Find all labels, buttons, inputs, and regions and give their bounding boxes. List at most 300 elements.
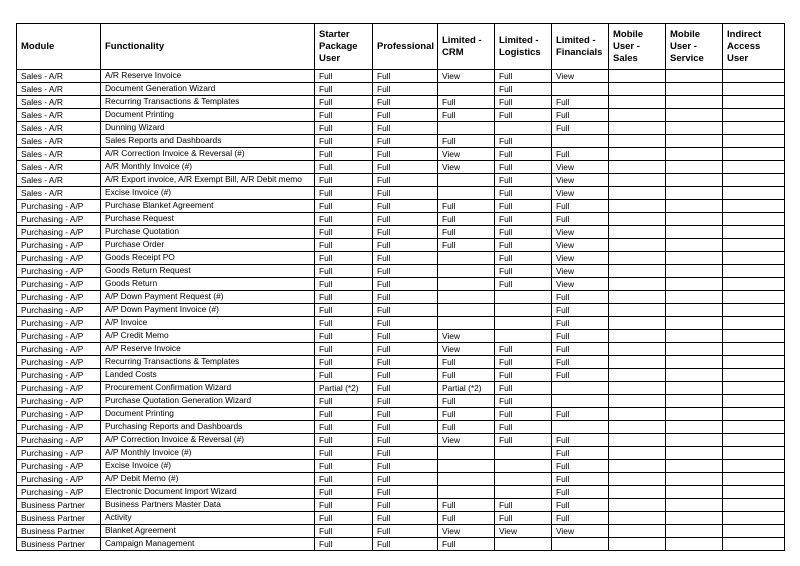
cell-mobile-sales: [609, 109, 666, 122]
cell-financials: View: [552, 187, 609, 200]
cell-professional: Full: [373, 525, 438, 538]
cell-professional: Full: [373, 109, 438, 122]
table-row: [17, 96, 785, 109]
cell-professional: Full: [373, 174, 438, 187]
cell-professional: Full: [373, 226, 438, 239]
cell-professional: Full: [373, 343, 438, 356]
cell-financials: [552, 382, 609, 395]
cell-indirect: [723, 122, 785, 135]
cell-functionality: Blanket Agreement: [101, 525, 315, 538]
cell-module: Sales - A/R: [17, 83, 101, 96]
cell-crm: Full: [438, 499, 495, 512]
cell-mobile-service: [666, 148, 723, 161]
cell-professional: Full: [373, 460, 438, 473]
cell-crm: [438, 460, 495, 473]
cell-module: Purchasing - A/P: [17, 226, 101, 239]
cell-professional: Full: [373, 356, 438, 369]
cell-mobile-sales: [609, 460, 666, 473]
cell-mobile-sales: [609, 317, 666, 330]
cell-crm: View: [438, 330, 495, 343]
cell-mobile-service: [666, 330, 723, 343]
cell-mobile-sales: [609, 148, 666, 161]
cell-indirect: [723, 369, 785, 382]
cell-functionality: Document Generation Wizard: [101, 83, 315, 96]
cell-starter: Full: [315, 135, 373, 148]
cell-module: Sales - A/R: [17, 70, 101, 83]
cell-mobile-service: [666, 239, 723, 252]
cell-functionality: A/P Monthly Invoice (#): [101, 447, 315, 460]
cell-mobile-service: [666, 408, 723, 421]
cell-starter: Full: [315, 226, 373, 239]
cell-mobile-sales: [609, 330, 666, 343]
cell-logistics: Full: [495, 252, 552, 265]
table-row: [17, 395, 785, 408]
cell-crm: Full: [438, 135, 495, 148]
cell-logistics: Full: [495, 200, 552, 213]
cell-mobile-service: [666, 447, 723, 460]
cell-starter: Full: [315, 447, 373, 460]
cell-financials: Full: [552, 499, 609, 512]
cell-module: Purchasing - A/P: [17, 447, 101, 460]
cell-indirect: [723, 83, 785, 96]
cell-functionality: Purchase Quotation Generation Wizard: [101, 395, 315, 408]
cell-module: Purchasing - A/P: [17, 330, 101, 343]
header-functionality: Functionality: [101, 24, 315, 70]
cell-starter: Full: [315, 122, 373, 135]
table-row: [17, 213, 785, 226]
cell-functionality: Recurring Transactions & Templates: [101, 96, 315, 109]
header-starter: Starter Package User: [315, 24, 373, 70]
cell-financials: Full: [552, 96, 609, 109]
cell-module: Sales - A/R: [17, 96, 101, 109]
cell-starter: Full: [315, 213, 373, 226]
cell-financials: Full: [552, 291, 609, 304]
cell-functionality: Excise Invoice (#): [101, 187, 315, 200]
cell-professional: Full: [373, 265, 438, 278]
cell-functionality: Goods Return: [101, 278, 315, 291]
cell-professional: Full: [373, 278, 438, 291]
cell-mobile-service: [666, 499, 723, 512]
cell-functionality: A/R Export invoice, A/R Exempt Bill, A/R Debit memo: [101, 174, 315, 187]
header-indirect-access: Indirect Access User: [723, 24, 785, 70]
cell-crm: Full: [438, 395, 495, 408]
cell-crm: [438, 252, 495, 265]
table-row: [17, 161, 785, 174]
cell-starter: Full: [315, 109, 373, 122]
cell-functionality: Goods Receipt PO: [101, 252, 315, 265]
table-row: [17, 512, 785, 525]
cell-starter: Full: [315, 148, 373, 161]
cell-logistics: Full: [495, 265, 552, 278]
cell-indirect: [723, 252, 785, 265]
cell-functionality: A/P Invoice: [101, 317, 315, 330]
cell-logistics: Full: [495, 239, 552, 252]
table-row: [17, 291, 785, 304]
cell-indirect: [723, 382, 785, 395]
cell-starter: Full: [315, 525, 373, 538]
cell-logistics: [495, 447, 552, 460]
cell-mobile-service: [666, 174, 723, 187]
cell-starter: Full: [315, 304, 373, 317]
cell-starter: Full: [315, 330, 373, 343]
cell-crm: Full: [438, 109, 495, 122]
cell-logistics: Full: [495, 226, 552, 239]
cell-functionality: Document Printing: [101, 109, 315, 122]
table-row: [17, 83, 785, 96]
cell-functionality: A/P Down Payment Invoice (#): [101, 304, 315, 317]
cell-functionality: Business Partners Master Data: [101, 499, 315, 512]
cell-mobile-sales: [609, 213, 666, 226]
table-row: [17, 434, 785, 447]
cell-starter: Full: [315, 343, 373, 356]
cell-mobile-sales: [609, 174, 666, 187]
cell-crm: Full: [438, 239, 495, 252]
cell-logistics: [495, 304, 552, 317]
cell-logistics: [495, 317, 552, 330]
cell-crm: Full: [438, 369, 495, 382]
cell-mobile-service: [666, 486, 723, 499]
cell-crm: [438, 187, 495, 200]
cell-mobile-service: [666, 187, 723, 200]
cell-starter: Partial (*2): [315, 382, 373, 395]
table-row: [17, 408, 785, 421]
table-row: [17, 278, 785, 291]
cell-module: Business Partner: [17, 512, 101, 525]
cell-logistics: Full: [495, 512, 552, 525]
table-row: [17, 252, 785, 265]
cell-indirect: [723, 304, 785, 317]
header-limited-financials: Limited - Financials: [552, 24, 609, 70]
cell-indirect: [723, 148, 785, 161]
cell-financials: Full: [552, 317, 609, 330]
cell-module: Purchasing - A/P: [17, 317, 101, 330]
cell-mobile-sales: [609, 239, 666, 252]
cell-indirect: [723, 408, 785, 421]
cell-mobile-service: [666, 70, 723, 83]
cell-professional: Full: [373, 187, 438, 200]
cell-logistics: Full: [495, 83, 552, 96]
cell-professional: Full: [373, 200, 438, 213]
cell-indirect: [723, 512, 785, 525]
cell-module: Purchasing - A/P: [17, 265, 101, 278]
cell-module: Sales - A/R: [17, 122, 101, 135]
cell-mobile-service: [666, 109, 723, 122]
cell-logistics: [495, 538, 552, 551]
cell-mobile-service: [666, 278, 723, 291]
cell-mobile-sales: [609, 499, 666, 512]
cell-indirect: [723, 70, 785, 83]
cell-professional: Full: [373, 512, 438, 525]
cell-financials: View: [552, 252, 609, 265]
cell-indirect: [723, 473, 785, 486]
cell-logistics: Full: [495, 434, 552, 447]
cell-module: Business Partner: [17, 525, 101, 538]
cell-financials: Full: [552, 473, 609, 486]
cell-module: Purchasing - A/P: [17, 434, 101, 447]
cell-professional: Full: [373, 161, 438, 174]
cell-module: Purchasing - A/P: [17, 395, 101, 408]
cell-indirect: [723, 187, 785, 200]
cell-professional: Full: [373, 486, 438, 499]
cell-functionality: Procurement Confirmation Wizard: [101, 382, 315, 395]
cell-financials: Full: [552, 148, 609, 161]
cell-mobile-service: [666, 512, 723, 525]
table-row: [17, 421, 785, 434]
cell-indirect: [723, 460, 785, 473]
cell-professional: Full: [373, 148, 438, 161]
cell-professional: Full: [373, 499, 438, 512]
cell-crm: [438, 304, 495, 317]
cell-indirect: [723, 395, 785, 408]
cell-logistics: Full: [495, 96, 552, 109]
cell-mobile-sales: [609, 226, 666, 239]
cell-mobile-sales: [609, 96, 666, 109]
cell-financials: Full: [552, 408, 609, 421]
header-mobile-sales: Mobile User - Sales: [609, 24, 666, 70]
cell-financials: View: [552, 226, 609, 239]
cell-professional: Full: [373, 434, 438, 447]
cell-functionality: Dunning Wizard: [101, 122, 315, 135]
cell-starter: Full: [315, 83, 373, 96]
cell-financials: Full: [552, 512, 609, 525]
cell-starter: Full: [315, 265, 373, 278]
cell-mobile-sales: [609, 421, 666, 434]
table-row: [17, 70, 785, 83]
cell-professional: Full: [373, 473, 438, 486]
cell-mobile-service: [666, 460, 723, 473]
cell-crm: Full: [438, 96, 495, 109]
cell-mobile-service: [666, 213, 723, 226]
cell-logistics: Full: [495, 213, 552, 226]
cell-financials: Full: [552, 109, 609, 122]
cell-module: Purchasing - A/P: [17, 369, 101, 382]
cell-mobile-service: [666, 304, 723, 317]
cell-starter: Full: [315, 369, 373, 382]
cell-logistics: Full: [495, 187, 552, 200]
cell-logistics: [495, 291, 552, 304]
cell-crm: [438, 486, 495, 499]
cell-indirect: [723, 499, 785, 512]
cell-mobile-sales: [609, 122, 666, 135]
table-row: [17, 486, 785, 499]
cell-indirect: [723, 135, 785, 148]
cell-mobile-service: [666, 395, 723, 408]
table-row: [17, 135, 785, 148]
cell-crm: [438, 473, 495, 486]
cell-crm: [438, 265, 495, 278]
cell-starter: Full: [315, 161, 373, 174]
cell-starter: Full: [315, 421, 373, 434]
cell-functionality: A/P Reserve Invoice: [101, 343, 315, 356]
table-row: [17, 239, 785, 252]
cell-professional: Full: [373, 252, 438, 265]
cell-financials: Full: [552, 213, 609, 226]
cell-financials: View: [552, 278, 609, 291]
cell-indirect: [723, 538, 785, 551]
cell-logistics: Full: [495, 148, 552, 161]
cell-indirect: [723, 486, 785, 499]
cell-functionality: A/P Debit Memo (#): [101, 473, 315, 486]
cell-mobile-sales: [609, 343, 666, 356]
cell-module: Purchasing - A/P: [17, 356, 101, 369]
cell-functionality: Document Printing: [101, 408, 315, 421]
cell-financials: View: [552, 161, 609, 174]
cell-mobile-service: [666, 226, 723, 239]
cell-module: Sales - A/R: [17, 161, 101, 174]
cell-starter: Full: [315, 512, 373, 525]
cell-professional: Full: [373, 122, 438, 135]
cell-starter: Full: [315, 499, 373, 512]
cell-indirect: [723, 421, 785, 434]
cell-crm: Full: [438, 538, 495, 551]
cell-indirect: [723, 174, 785, 187]
cell-module: Sales - A/R: [17, 174, 101, 187]
cell-crm: Full: [438, 356, 495, 369]
cell-logistics: Full: [495, 278, 552, 291]
cell-starter: Full: [315, 70, 373, 83]
cell-module: Purchasing - A/P: [17, 200, 101, 213]
cell-logistics: Full: [495, 499, 552, 512]
cell-mobile-sales: [609, 135, 666, 148]
cell-logistics: Full: [495, 382, 552, 395]
cell-crm: Full: [438, 512, 495, 525]
cell-mobile-sales: [609, 382, 666, 395]
cell-professional: Full: [373, 421, 438, 434]
cell-crm: View: [438, 70, 495, 83]
table-row: [17, 200, 785, 213]
cell-financials: Full: [552, 304, 609, 317]
cell-mobile-sales: [609, 278, 666, 291]
cell-logistics: View: [495, 525, 552, 538]
cell-module: Purchasing - A/P: [17, 304, 101, 317]
cell-starter: Full: [315, 434, 373, 447]
cell-crm: Full: [438, 200, 495, 213]
cell-mobile-service: [666, 421, 723, 434]
cell-mobile-sales: [609, 447, 666, 460]
cell-mobile-service: [666, 473, 723, 486]
table-row: [17, 538, 785, 551]
cell-starter: Full: [315, 174, 373, 187]
cell-crm: Full: [438, 213, 495, 226]
cell-financials: View: [552, 525, 609, 538]
cell-crm: [438, 278, 495, 291]
cell-starter: Full: [315, 538, 373, 551]
cell-mobile-sales: [609, 408, 666, 421]
cell-indirect: [723, 434, 785, 447]
cell-functionality: Purchasing Reports and Dashboards: [101, 421, 315, 434]
license-functionality-table: [16, 23, 785, 551]
table-row: [17, 473, 785, 486]
cell-logistics: [495, 486, 552, 499]
cell-professional: Full: [373, 304, 438, 317]
cell-mobile-service: [666, 265, 723, 278]
cell-professional: Full: [373, 70, 438, 83]
cell-professional: Full: [373, 135, 438, 148]
cell-functionality: Excise Invoice (#): [101, 460, 315, 473]
cell-professional: Full: [373, 538, 438, 551]
cell-functionality: Purchase Request: [101, 213, 315, 226]
cell-crm: View: [438, 434, 495, 447]
table-row: [17, 148, 785, 161]
cell-mobile-service: [666, 161, 723, 174]
cell-crm: View: [438, 161, 495, 174]
cell-indirect: [723, 525, 785, 538]
cell-module: Sales - A/R: [17, 135, 101, 148]
table-row: [17, 356, 785, 369]
header-mobile-service: Mobile User - Service: [666, 24, 723, 70]
cell-module: Purchasing - A/P: [17, 460, 101, 473]
cell-financials: Full: [552, 447, 609, 460]
header-limited-logistics: Limited - Logistics: [495, 24, 552, 70]
cell-mobile-service: [666, 135, 723, 148]
cell-mobile-service: [666, 317, 723, 330]
cell-starter: Full: [315, 291, 373, 304]
cell-mobile-sales: [609, 538, 666, 551]
table-row: [17, 525, 785, 538]
cell-indirect: [723, 291, 785, 304]
cell-professional: Full: [373, 395, 438, 408]
table-row: [17, 369, 785, 382]
cell-mobile-service: [666, 525, 723, 538]
header-limited-crm: Limited - CRM: [438, 24, 495, 70]
cell-mobile-sales: [609, 83, 666, 96]
cell-starter: Full: [315, 187, 373, 200]
table-row: [17, 226, 785, 239]
cell-mobile-service: [666, 83, 723, 96]
cell-starter: Full: [315, 486, 373, 499]
cell-crm: View: [438, 343, 495, 356]
table-row: [17, 330, 785, 343]
cell-mobile-sales: [609, 369, 666, 382]
cell-indirect: [723, 161, 785, 174]
cell-module: Purchasing - A/P: [17, 213, 101, 226]
cell-module: Purchasing - A/P: [17, 473, 101, 486]
header-professional: Professional: [373, 24, 438, 70]
cell-module: Business Partner: [17, 499, 101, 512]
cell-professional: Full: [373, 83, 438, 96]
cell-professional: Full: [373, 408, 438, 421]
cell-professional: Full: [373, 369, 438, 382]
cell-financials: [552, 83, 609, 96]
cell-crm: [438, 174, 495, 187]
cell-financials: Full: [552, 200, 609, 213]
cell-indirect: [723, 96, 785, 109]
cell-module: Purchasing - A/P: [17, 421, 101, 434]
cell-crm: View: [438, 525, 495, 538]
cell-functionality: Electronic Document Import Wizard: [101, 486, 315, 499]
cell-mobile-sales: [609, 291, 666, 304]
cell-crm: [438, 447, 495, 460]
cell-financials: View: [552, 174, 609, 187]
table-row: [17, 343, 785, 356]
cell-functionality: A/R Correction Invoice & Reversal (#): [101, 148, 315, 161]
cell-functionality: A/P Credit Memo: [101, 330, 315, 343]
cell-module: Purchasing - A/P: [17, 239, 101, 252]
cell-financials: View: [552, 70, 609, 83]
cell-starter: Full: [315, 200, 373, 213]
cell-indirect: [723, 330, 785, 343]
cell-mobile-service: [666, 122, 723, 135]
cell-crm: [438, 122, 495, 135]
cell-logistics: Full: [495, 356, 552, 369]
cell-mobile-sales: [609, 434, 666, 447]
cell-mobile-sales: [609, 525, 666, 538]
cell-starter: Full: [315, 473, 373, 486]
cell-functionality: Purchase Order: [101, 239, 315, 252]
cell-indirect: [723, 226, 785, 239]
cell-logistics: Full: [495, 369, 552, 382]
cell-logistics: Full: [495, 109, 552, 122]
